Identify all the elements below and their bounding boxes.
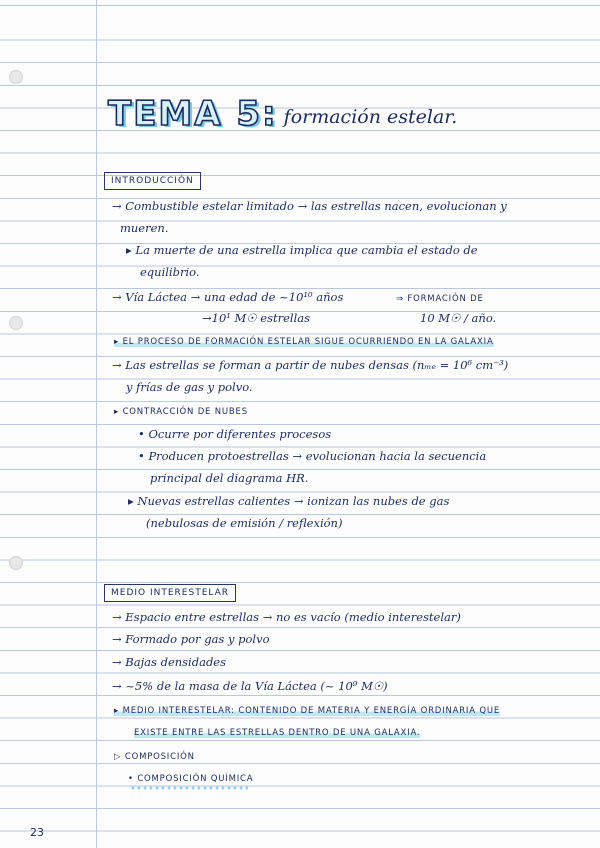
dotted-highlight: [130, 786, 248, 790]
intro-line: → Vía Láctea → una edad de ~10¹⁰ años: [112, 290, 344, 304]
medio-line: ▷ COMPOSICIÓN: [114, 752, 195, 762]
binder-hole: [9, 556, 23, 570]
section-heading-medio: MEDIO INTERESTELAR: [104, 584, 236, 602]
margin-line: [96, 0, 97, 848]
medio-line: • COMPOSICIÓN QUÍMICA: [128, 774, 254, 784]
intro-line: ▸ Nuevas estrellas calientes → ionizan las nubes de gas: [128, 494, 450, 508]
intro-line: → Las estrellas se forman a partir de nubes densas (nₘₑ = 10⁶ cm⁻³): [112, 358, 509, 372]
highlight: ▸ MEDIO INTERESTELAR: CONTENIDO DE MATERIA Y ENERGÍA ORDINARIA QUE: [114, 706, 501, 716]
intro-line: • Producen protoestrellas → evolucionan hacia la secuencia: [138, 449, 487, 463]
page-number: 23: [30, 826, 44, 839]
intro-line: • Ocurre por diferentes procesos: [138, 427, 332, 441]
medio-line: [114, 704, 500, 718]
binder-hole: [9, 70, 23, 84]
medio-line: → ~5% de la masa de la Vía Láctea (~ 10⁹ M☉): [112, 679, 388, 693]
intro-line: [114, 335, 494, 349]
intro-line: mueren.: [120, 221, 169, 235]
intro-line: →10¹ M☉ estrellas: [202, 311, 311, 325]
intro-line: y frías de gas y polvo.: [126, 380, 253, 394]
medio-line: [134, 726, 420, 740]
binder-hole: [9, 316, 23, 330]
medio-line: → Bajas densidades: [112, 655, 227, 669]
intro-line: (nebulosas de emisión / reflexión): [146, 516, 343, 530]
intro-line: principal del diagrama HR.: [150, 471, 309, 485]
medio-line: → Espacio entre estrellas → no es vacío (medio interestelar): [112, 610, 461, 624]
intro-line: ▸ CONTRACCIÓN DE NUBES: [114, 407, 248, 417]
highlight: EXISTE ENTRE LAS ESTRELLAS DENTRO DE UNA GALAXIA.: [134, 728, 421, 738]
medio-line: → Formado por gas y polvo: [112, 632, 270, 646]
intro-line: → Combustible estelar limitado → las estrellas nacen, evolucionan y: [112, 199, 507, 213]
section-heading-intro: INTRODUCCIÓN: [104, 172, 201, 190]
title-tema: TEMA 5:: [108, 94, 278, 134]
intro-line: ▸ La muerte de una estrella implica que cambia el estado de: [126, 243, 478, 257]
intro-line: 10 M☉ / año.: [420, 311, 497, 325]
intro-line: ⇒ FORMACIÓN DE: [396, 294, 484, 304]
highlight: ▸ EL PROCESO DE FORMACIÓN ESTELAR SIGUE OCURRIENDO EN LA GALAXIA: [114, 337, 494, 347]
page-title: [108, 84, 457, 134]
intro-line: equilibrio.: [140, 265, 200, 279]
title-subtitle: formación estelar.: [283, 106, 458, 128]
